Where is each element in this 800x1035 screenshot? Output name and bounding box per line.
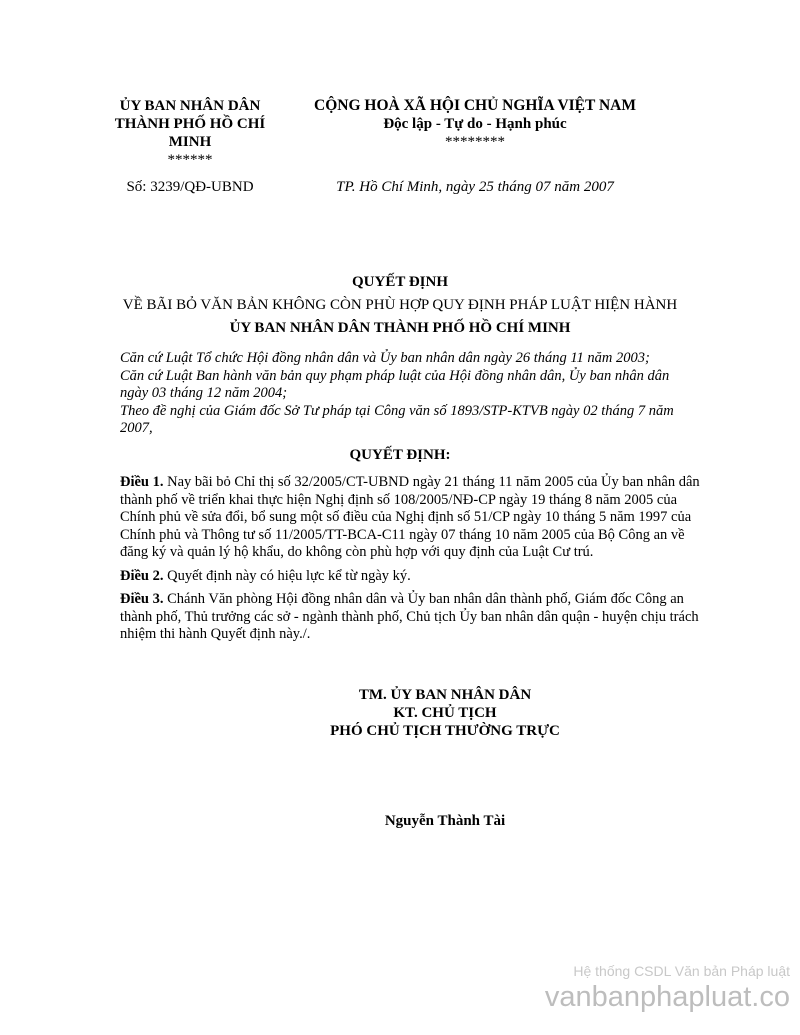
article-1 xyxy=(120,474,700,562)
article-3 xyxy=(120,591,700,644)
document-title: QUYẾT ĐỊNH xyxy=(352,274,448,290)
issuer-header xyxy=(100,97,280,169)
article-3-label: Điều 3. xyxy=(120,591,164,607)
article-3-text: Chánh Văn phòng Hội đồng nhân dân và Ủy ban nhân dân thành phố, Giám đốc Công an thành phố, Thủ trưởng các sở - ngành thành phố, Chủ tịch Ủy ban nhân dân quận - huyện chịu trách nhiệm thi hành Quyết định này./. xyxy=(120,591,699,642)
articles xyxy=(120,474,700,650)
issuing-authority: ỦY BAN NHÂN DÂN THÀNH PHỐ HỒ CHÍ MINH xyxy=(229,320,571,336)
national-motto: Độc lập - Tự do - Hạnh phúc xyxy=(383,116,567,132)
watermark-line-2: vanbanphapluat.co xyxy=(544,981,790,1013)
signature-line-1: TM. ỦY BAN NHÂN DÂN xyxy=(358,687,532,703)
issuer-line-3: MINH xyxy=(168,134,212,150)
title-block xyxy=(95,273,705,342)
signer-name: Nguyễn Thành Tài xyxy=(384,813,506,829)
national-stars: ******** xyxy=(445,134,505,150)
article-2 xyxy=(120,568,700,586)
document-subject: VỀ BÃI BỎ VĂN BẢN KHÔNG CÒN PHÙ HỢP QUY ĐỊNH PHÁP LUẬT HIỆN HÀNH xyxy=(122,297,678,313)
article-2-text: Quyết định này có hiệu lực kể từ ngày ký. xyxy=(163,567,411,584)
article-2-label: Điều 2. xyxy=(120,567,164,584)
document-date: TP. Hồ Chí Minh, ngày 25 tháng 07 năm 2007 xyxy=(336,179,614,195)
article-1-text: Nay bãi bỏ Chỉ thị số 32/2005/CT-UBND ngày 21 tháng 11 năm 2005 của Ủy ban nhân dân thành phố về triển khai thực hiện Nghị định số 108/2005/NĐ-CP ngày 19 tháng 8 năm 2005 của Chính phủ về sửa đổi, bổ sung một số điều của Nghị định số 51/CP ngày 10 tháng 5 năm 1997 của Chính phủ và Thông tư số 11/2005/TT-BCA-C11 ngày 07 tháng 10 năm 2005 của Bộ Công an về đăng ký và quản lý hộ khẩu, do không còn phù hợp với quy định của Luật Cư trú. xyxy=(120,474,700,560)
legal-bases xyxy=(120,350,700,438)
article-1-label: Điều 1. xyxy=(120,474,164,490)
signature-line-2: KT. CHỦ TỊCH xyxy=(393,705,497,721)
legal-basis-3: Theo đề nghị của Giám đốc Sở Tư pháp tại Công văn số 1893/STP-KTVB ngày 02 tháng 7 năm 2007, xyxy=(120,402,674,436)
issuer-stars: ****** xyxy=(167,152,213,168)
signature-block xyxy=(250,686,640,740)
watermark xyxy=(545,962,790,1014)
national-title: CỘNG HOÀ XÃ HỘI CHỦ NGHĨA VIỆT NAM xyxy=(314,97,636,114)
issuer-line-1: ỦY BAN NHÂN DÂN xyxy=(119,98,261,114)
watermark-line-1: Hệ thống CSDL Văn bản Pháp luật xyxy=(573,963,790,979)
legal-basis-2: Căn cứ Luật Ban hành văn bản quy phạm pháp luật của Hội đồng nhân dân, Ủy ban nhân dân ngày 03 tháng 12 năm 2004; xyxy=(120,367,670,401)
document-number: Số: 3239/QĐ-UBND xyxy=(126,179,254,195)
national-header xyxy=(295,97,655,151)
decision-heading: QUYẾT ĐỊNH: xyxy=(349,447,451,463)
legal-basis-1: Căn cứ Luật Tổ chức Hội đồng nhân dân và Ủy ban nhân dân ngày 26 tháng 11 năm 2003; xyxy=(120,350,650,366)
issuer-line-2: THÀNH PHỐ HỒ CHÍ xyxy=(114,116,266,132)
signature-line-3: PHÓ CHỦ TỊCH THƯỜNG TRỰC xyxy=(330,723,560,739)
